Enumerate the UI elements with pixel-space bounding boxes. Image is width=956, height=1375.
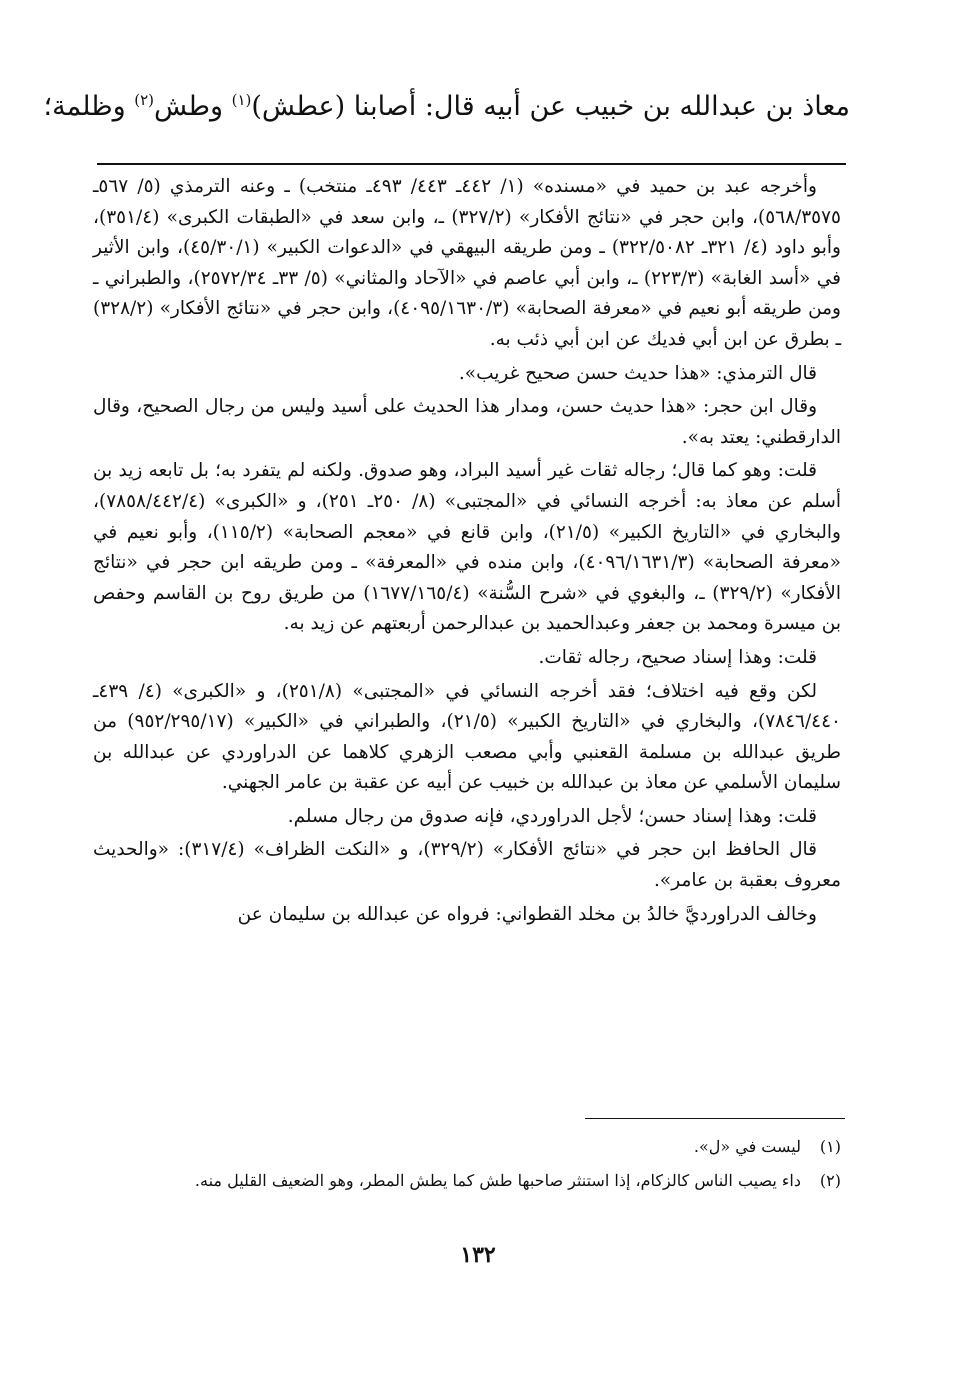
paragraph-author-comment-1: قلت: وهو كما قال؛ رجاله ثقات غير أسيد البراد، وهو صدوق. ولكنه لم يتفرد به؛ بل تابعه زيد بن أسلم عن معاذ به: أخرجه النسائي في «المجتبى» (٨/ ٢٥٠ـ ٢٥١)، و «الكبرى» (٧٨٥٨/٤٤٢/٤)، والبخاري في «التاريخ الكبير» (٢١/٥)، وابن قانع في «معجم الصحابة» (١١٥/٢)، وأبو نعيم في «معرفة الصحابة» (٤٠٩٦/١٦٣١/٣)، وابن منده في «المعرفة» ـ ومن طريقه ابن حجر في «نتائج الأفكار» (٣٢٩/٢) ـ، والبغوي في «شرح السُّنة» (١٦٧٧/١٦٥/٤) من طريق روح بن القاسم وحفص بن ميسرة ومحمد بن جعفر وعبدالحميد بن عبدالرحمن أربعتهم عن زيد به. xyxy=(93,460,841,635)
footnote-marker-1: (١) xyxy=(231,91,252,109)
header-text-mid: وطش xyxy=(154,91,232,122)
footnote-number: (١) xyxy=(819,1137,841,1156)
paragraph-ikhtilaf: لكن وقع فيه اختلاف؛ فقد أخرجه النسائي في «المجتبى» (٢٥١/٨)، و «الكبرى» (٤/ ٤٣٩ـ ٧٨٤٦/٤٤٠)، والبخاري في «التاريخ الكبير» (٢١/٥)، والطبراني في «الكبير» (٩٥٢/٢٩٥/١٧) من طريق عبدالله بن مسلمة القعنبي وأبي مصعب الزهري كلاهما عن الدراوردي عن عبدالله بن سليمان الأسلمي عن معاذ بن عبدالله بن خبيب عن أبيه عن عقبة بن عامر الجهني. xyxy=(93,680,841,794)
header-text-line xyxy=(43,78,850,129)
paragraph-ibn-hajar-ruling: وقال ابن حجر: «هذا حديث حسن، ومدار هذا الحديث على أسيد وليس من رجال الصحيح، وقال الدارقطني: يعتد به». xyxy=(93,396,841,448)
footnotes-section xyxy=(93,1132,841,1200)
paragraph-author-comment-3: قلت: وهذا إسناد حسن؛ لأجل الدراوردي، فإنه صدوق من رجال مسلم. xyxy=(287,805,817,827)
header-text-end: وظلمة؛ xyxy=(43,91,135,122)
commentary-body xyxy=(93,172,841,933)
footnote-text: داء يصيب الناس كالزكام، إذا استنثر صاحبها طش كما يطش المطر، وهو الضعيف القليل منه. xyxy=(194,1171,801,1190)
footnote-item xyxy=(93,1132,841,1162)
footnote-marker-2: (٢) xyxy=(134,91,155,109)
footnote-number: (٢) xyxy=(819,1171,841,1190)
paragraph-takhrij: وأخرجه عبد بن حميد في «مسنده» (١/ ٤٤٢ـ ٤٤٣/ ٤٩٣ـ منتخب) ـ وعنه الترمذي (٥/ ٥٦٧ـ ٥٦٨/٣٥٧٥)، وابن حجر في «نتائج الأفكار» (٣٢٧/٢) ـ، وابن سعد في «الطبقات الكبرى» (٣٥١/٤)، وأبو داود (٤/ ٣٢١ـ ٣٢٢/٥٠٨٢) ـ ومن طريقه البيهقي في «الدعوات الكبير» (٤٥/٣٠/١)، وابن الأثير في «أسد الغابة» (٢٢٣/٣) ـ، وابن أبي عاصم في «الآحاد والمثاني» (٥/ ٣٣ـ ٢٥٧٢/٣٤)، والطبراني ـ ومن طريقه أبو نعيم في «معرفة الصحابة» (٤٠٩٥/١٦٣٠/٣)، وابن حجر في «نتائج الأفكار» (٣٢٨/٢) ـ بطرق عن ابن أبي فديك عن ابن أبي ذئب به. xyxy=(93,176,841,350)
footnote-item xyxy=(93,1166,841,1196)
paragraph-author-comment-2: قلت: وهذا إسناد صحيح، رجاله ثقات. xyxy=(538,646,817,668)
footnote-separator-rule xyxy=(585,1118,845,1119)
header-text-start: معاذ بن عبدالله بن خبيب عن أبيه قال: أصابنا (عطش) xyxy=(251,91,850,122)
paragraph-hafiz-quote: قال الحافظ ابن حجر في «نتائج الأفكار» (٣٢٩/٢)، و «النكت الظراف» (٣١٧/٤): «والحديث معروف بعقبة بن عامر». xyxy=(93,839,841,892)
paragraph-tirmidhi-ruling: قال الترمذي: «هذا حديث حسن صحيح غريب». xyxy=(458,362,817,384)
footnote-text: ليست في «ل». xyxy=(693,1137,801,1156)
page-number: ١٣٢ xyxy=(460,1242,496,1268)
paragraph-continuation: وخالف الدراورديَّ خالدُ بن مخلد القطواني: فرواه عن عبدالله بن سليمان عن xyxy=(237,903,817,925)
header-separator-rule xyxy=(97,163,846,165)
